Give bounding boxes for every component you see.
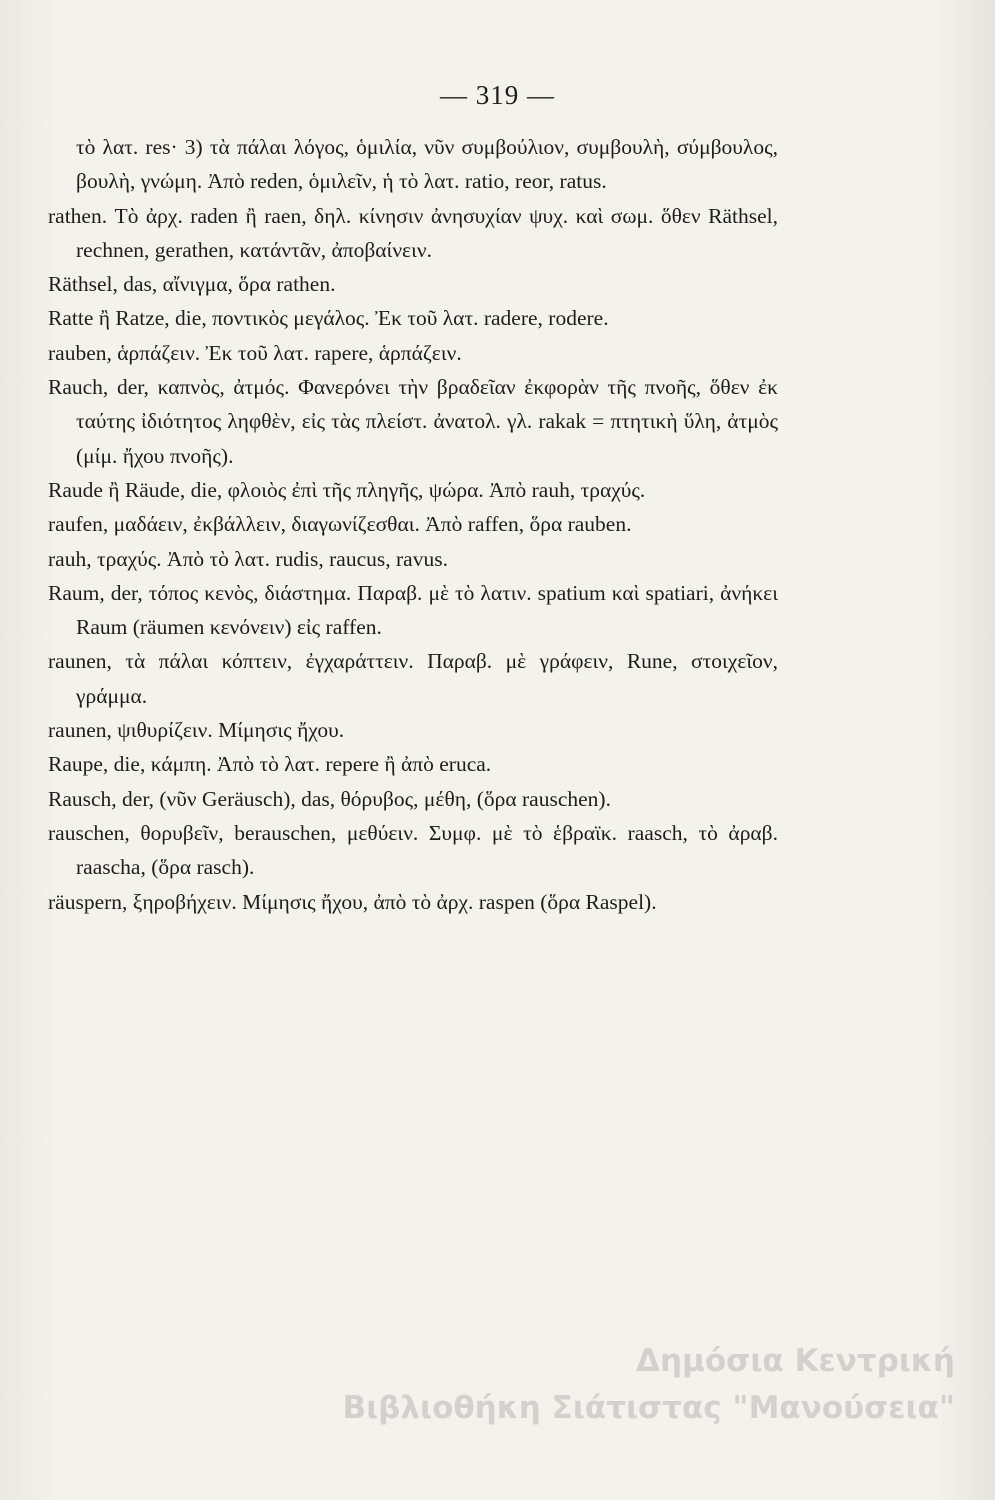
page-number: — 319 — bbox=[440, 80, 555, 110]
entry-rathen: rathen. Τὸ ἀρχ. raden ἢ raen, δηλ. κίνησιν ἀνησυχίαν ψυχ. καὶ σωμ. ὅθεν Räthsel, rechnen, gerathen, κατάντᾶν, ἀποβαίνειν. bbox=[48, 203, 778, 262]
library-watermark bbox=[195, 1338, 955, 1432]
entry-raunen-2: raunen, ψιθυρίζειν. Μίμησις ἤχου. bbox=[48, 718, 345, 743]
watermark-line-2: Βιβλιοθήκη Σιάτιστας "Μανούσεια" bbox=[342, 1390, 955, 1426]
entry-raeuspern: räuspern, ξηροβήχειν. Μίμησις ἤχου, ἀπὸ τὸ ἀρχ. raspen (ὅρα Raspel). bbox=[48, 889, 657, 914]
entry-rauben: rauben, ἁρπάζειν. Ἐκ τοῦ λατ. rapere, ἁρπάζειν. bbox=[48, 340, 462, 365]
entry-raethsel: Räthsel, das, αἴνιγμα, ὅρα rathen. bbox=[48, 272, 336, 297]
entry-raude: Raude ἢ Räude, die, φλοιὸς ἐπὶ τῆς πληγῆς, ψώρα. Ἀπὸ rauh, τραχύς. bbox=[48, 477, 646, 502]
watermark-line-1: Δημόσια Κεντρική bbox=[635, 1343, 955, 1379]
entry-rauch: Rauch, der, καπνὸς, ἀτμός. Φανερόνει τὴν βραδεῖαν ἐκφορὰν τῆς πνοῆς, ὅθεν ἐκ ταύτης ἰδιότητος ληφθὲν, εἰς τὰς πλείστ. ἀνατολ. γλ. rakak = πτητικὴ ὕλη, ἀτμὸς (μίμ. ἤχου πνοῆς). bbox=[48, 375, 778, 468]
entry-res-continued: τὸ λατ. res· 3) τὰ πάλαι λόγος, ὁμιλία, νῦν συμβούλιον, συμβουλὴ, σύμβουλος, βουλὴ, γνώμη. Ἀπὸ reden, ὁμιλεῖν, ἡ τὸ λατ. ratio, reor, ratus. bbox=[76, 135, 778, 194]
entry-raunen-1: raunen, τὰ πάλαι κόπτειν, ἐγχαράττειν. Παραβ. μὲ γράφειν, Rune, στοιχεῖον, γράμμα. bbox=[48, 649, 778, 708]
entry-rausch: Rausch, der, (νῦν Geräusch), das, θόρυβος, μέθη, (ὅρα rauschen). bbox=[48, 786, 611, 811]
entry-raum: Raum, der, τόπος κενὸς, διάστημα. Παραβ. μὲ τὸ λατιν. spatium καὶ spatiari, ἀνήκει Raum (räumen κενόνειν) εἰς raffen. bbox=[48, 580, 778, 640]
entry-raupe: Raupe, die, κάμπη. Ἀπὸ τὸ λατ. repere ἢ ἀπὸ eruca. bbox=[48, 752, 492, 777]
entry-rauschen: rauschen, θορυβεῖν, berauschen, μεθύειν. Συμφ. μὲ τὸ ἑβραϊκ. raasch, τὸ ἀραβ. raascha, (ὅρα rasch). bbox=[48, 820, 778, 880]
entry-raufen: raufen, μαδάειν, ἐκβάλλειν, διαγωνίζεσθαι. Ἀπὸ raffen, ὅρα rauben. bbox=[48, 512, 632, 537]
entry-rauh: rauh, τραχύς. Ἀπὸ τὸ λατ. rudis, raucus, ravus. bbox=[48, 546, 448, 571]
dictionary-entries bbox=[48, 130, 778, 919]
entry-ratte: Ratte ἢ Ratze, die, ποντικὸς μεγάλος. Ἐκ τοῦ λατ. radere, rodere. bbox=[48, 306, 609, 331]
